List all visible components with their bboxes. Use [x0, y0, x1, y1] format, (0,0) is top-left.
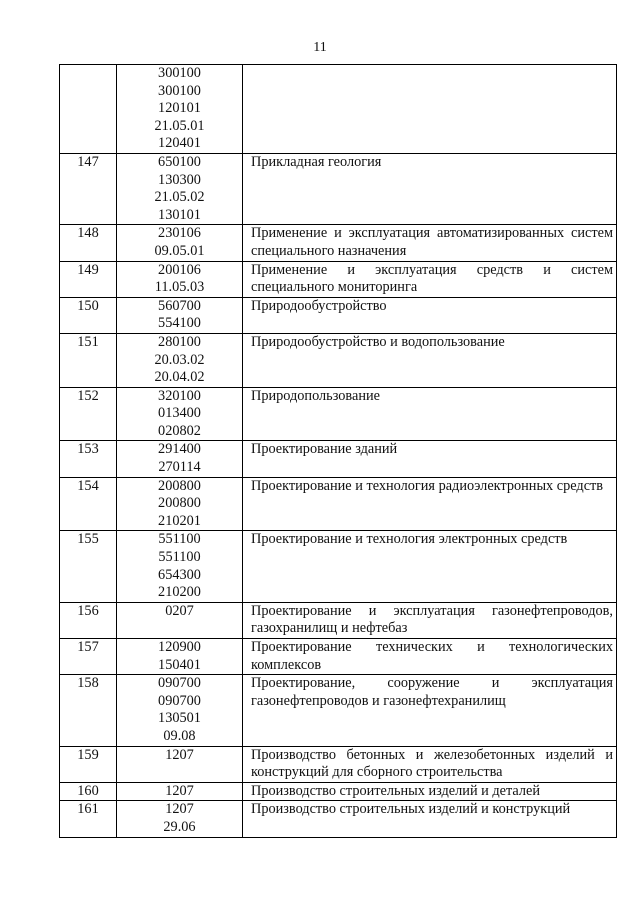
page-number: 11 [313, 40, 327, 55]
specialty-code: 130101 [158, 206, 201, 223]
specialty-code: 29.06 [163, 818, 196, 835]
row-number-cell: 147 [60, 153, 117, 224]
specialty-code: 230106 [158, 225, 201, 242]
table-row [60, 675, 617, 746]
specialty-code: 020802 [158, 422, 201, 439]
specialty-code: 320100 [158, 387, 201, 404]
specialty-code: 551100 [158, 531, 201, 548]
specialty-name-cell: Природообустройство [243, 297, 617, 333]
table-row [60, 153, 617, 224]
code-cell [117, 602, 243, 638]
specialty-code: 560700 [158, 297, 201, 314]
specialty-code: 270114 [158, 459, 201, 476]
row-number-cell: 152 [60, 387, 117, 441]
specialty-code: 1207 [165, 801, 194, 818]
row-number-cell: 153 [60, 441, 117, 477]
code-cell [117, 225, 243, 261]
specialty-code: 21.05.02 [154, 189, 205, 206]
table-row [60, 782, 617, 801]
code-cell [117, 153, 243, 224]
specialty-code: 200800 [158, 495, 201, 512]
code-cell [117, 746, 243, 782]
specialty-code: 210200 [158, 584, 201, 601]
specialty-name-cell: Применение и эксплуатация автоматизированных систем специального назначения [243, 225, 617, 261]
specialty-name-cell [243, 65, 617, 154]
specialty-code: 654300 [158, 566, 201, 583]
row-number-cell: 158 [60, 675, 117, 746]
specialties-table [59, 64, 617, 838]
row-number-cell: 151 [60, 333, 117, 387]
specialty-code: 291400 [158, 441, 201, 458]
specialty-code: 300100 [158, 65, 201, 81]
specialty-code: 300100 [158, 82, 201, 99]
specialty-code: 20.03.02 [154, 351, 205, 368]
table-body [60, 65, 617, 838]
code-cell [117, 639, 243, 675]
table-row [60, 441, 617, 477]
row-number-cell: 154 [60, 477, 117, 531]
table-row [60, 387, 617, 441]
specialty-code: 130501 [158, 710, 201, 727]
row-number-cell: 155 [60, 531, 117, 602]
table-row [60, 297, 617, 333]
specialty-name-cell: Проектирование зданий [243, 441, 617, 477]
code-cell [117, 297, 243, 333]
table-row [60, 602, 617, 638]
specialty-code: 21.05.01 [154, 117, 205, 134]
table-row [60, 261, 617, 297]
specialty-code: 210201 [158, 512, 201, 529]
specialty-name-cell: Проектирование и технология электронных средств [243, 531, 617, 602]
specialty-code: 013400 [158, 405, 201, 422]
table-row [60, 801, 617, 837]
code-cell [117, 261, 243, 297]
specialty-code: 090700 [158, 675, 201, 692]
row-number-cell: 150 [60, 297, 117, 333]
specialty-code: 20.04.02 [154, 369, 205, 386]
row-number-cell: 148 [60, 225, 117, 261]
code-cell [117, 801, 243, 837]
specialty-code: 280100 [158, 333, 201, 350]
row-number-cell: 156 [60, 602, 117, 638]
row-number-cell: 159 [60, 746, 117, 782]
specialty-code: 130300 [158, 171, 201, 188]
specialty-name-cell: Проектирование, сооружение и эксплуатация газонефтепроводов и газонефтехранилищ [243, 675, 617, 746]
specialty-code: 09.08 [163, 727, 196, 744]
table-row [60, 639, 617, 675]
code-cell [117, 387, 243, 441]
row-number-cell: 157 [60, 639, 117, 675]
table-row [60, 225, 617, 261]
specialty-code: 0207 [165, 602, 194, 619]
table-row [60, 333, 617, 387]
specialty-name-cell: Проектирование и эксплуатация газонефтепроводов, газохранилищ и нефтебаз [243, 602, 617, 638]
specialty-name-cell: Проектирование и технология радиоэлектронных средств [243, 477, 617, 531]
row-number-cell: 160 [60, 782, 117, 801]
table-row [60, 746, 617, 782]
specialty-code: 09.05.01 [154, 242, 205, 259]
specialty-code: 150401 [158, 656, 201, 673]
code-cell [117, 782, 243, 801]
code-cell [117, 477, 243, 531]
specialty-code: 551100 [158, 549, 201, 566]
specialty-name-cell: Природопользование [243, 387, 617, 441]
code-cell [117, 531, 243, 602]
code-cell [117, 441, 243, 477]
table-row [60, 65, 617, 154]
specialty-name-cell: Производство строительных изделий и конструкций [243, 801, 617, 837]
specialty-code: 120401 [158, 135, 201, 152]
specialty-code: 650100 [158, 153, 201, 170]
code-cell [117, 675, 243, 746]
specialty-code: 1207 [165, 746, 194, 763]
specialty-code: 200106 [158, 261, 201, 278]
specialty-code: 1207 [165, 782, 194, 799]
specialty-code: 200800 [158, 477, 201, 494]
specialty-code: 120101 [158, 100, 201, 117]
code-cell [117, 333, 243, 387]
specialty-code: 120900 [158, 639, 201, 655]
specialty-name-cell: Производство бетонных и железобетонных изделий и конструкций для сборного строительства [243, 746, 617, 782]
code-cell [117, 65, 243, 154]
specialty-name-cell: Проектирование технических и технологических комплексов [243, 639, 617, 675]
specialty-name-cell: Применение и эксплуатация средств и систем специального мониторинга [243, 261, 617, 297]
specialty-code: 554100 [158, 315, 201, 332]
row-number-cell: 161 [60, 801, 117, 837]
specialty-name-cell: Природообустройство и водопользование [243, 333, 617, 387]
table-row [60, 477, 617, 531]
table-row [60, 531, 617, 602]
specialty-code: 090700 [158, 692, 201, 709]
row-number-cell [60, 65, 117, 154]
specialty-name-cell: Производство строительных изделий и деталей [243, 782, 617, 801]
row-number-cell: 149 [60, 261, 117, 297]
specialty-code: 11.05.03 [154, 279, 205, 296]
specialty-name-cell: Прикладная геология [243, 153, 617, 224]
